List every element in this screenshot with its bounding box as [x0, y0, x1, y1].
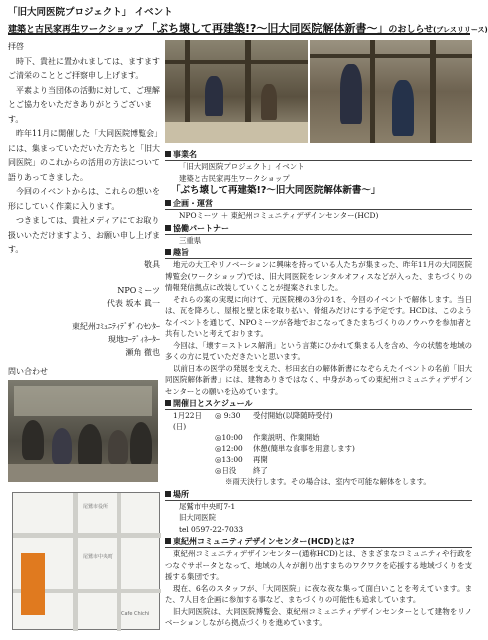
- location-map: [12, 492, 160, 630]
- signature-org: NPOミーツ: [117, 286, 160, 295]
- place-tel: tel 0597-22-7033: [179, 524, 244, 534]
- section-heading: 場所: [165, 489, 472, 501]
- hcd-body: 東紀州コミュニティデザインセンター(通称HCD)とは、さまざまなコミュニティや行政をつなぐサポータとなって、地域の人々が創り出すまちのワクワクを応援する地域づくりを支援する集団です。 現在、6名のスタッフが、「大同医院」に夜な夜な集って面白いことを考えています。また、7人目を企画に参加する事など、まちづくりの可能性も追求しています。 旧大同医院は、大同医院博覧会、東紀州コミュニティデザインセンターとして建物をリノベーションしながら拠点づくりを進めています。: [165, 549, 472, 627]
- header-divider: [8, 33, 470, 35]
- organizer-text: NPOミーツ ＋ 東紀州コミュニティデザインセンター(HCD): [179, 211, 379, 220]
- letter-opening: 拝啓: [8, 42, 24, 51]
- signature-name: 瀬角 徹也: [125, 348, 160, 357]
- workshop-photo: [8, 380, 158, 482]
- section-heading: 東紀州コミュニティデザインセンター(HCD)とは?: [165, 536, 472, 548]
- letter-paragraph: 平素より当団体の活動に対して、ご理解とご協力をいただきありがとうございます。: [8, 85, 160, 124]
- section-heading: 開催日とスケジュール: [165, 398, 472, 410]
- summary-body: 地元の大工やリノベーションに興味を持っている人たちが集まった、昨年11月の大同医院博覧会(ワークショップ)では、旧大同医院をレンタルオフィスなどが入った、まちづくりの情報発信拠点に改装していくことが提案されました。 それらの案の実現に向けて、元医院棟の3分の1を、今回のイベントで解体します。当日は、瓦を降ろし、屋根と壁と床を取り払い、骨組みだけにする予定です。HCDは、このようなイベントを通じて、NPOミーツが各地でおこなってきたまちづくりのノウハウを参加者と共有したいと考えております。 今回は、「壊す＝ストレス解消」という言葉にひかれて集まる人を含め、今の状態を地域の多くの方に見ていただきたいと思います。 以前日本の医学の発展を支えた、杉田玄白の解体新書になぞらえたイベントの名前「旧大同医院解体新書」には、建物ありきではなく、中身があっての東紀州コミュニティデザインセンターとの願いを込めています。: [165, 260, 472, 396]
- letter: [8, 40, 160, 391]
- place-address: 尾鷲市中央町7-1: [179, 501, 236, 511]
- demolition-photo-1: [165, 40, 308, 143]
- signature-role: 現地ｺｰﾃﾞｨﾈｰﾀｰ: [108, 335, 160, 344]
- event-name-title: 「ぶち壊して再建築!?〜旧大同医院解体新書〜」: [171, 185, 381, 196]
- place-name: 旧大同医院: [179, 513, 216, 522]
- letter-paragraph: つきましては、貴社メディアにてお取り扱いいただけますよう、お願い申し上げます。: [8, 216, 160, 254]
- details-column: [165, 148, 472, 629]
- contact-info: 問い合わせ: [8, 367, 48, 376]
- section-heading: 趣旨: [165, 247, 472, 259]
- map-label: Cafe Chichi: [121, 611, 150, 617]
- schedule-date: 1月22日(日): [173, 411, 202, 431]
- section-heading: 事業名: [165, 149, 472, 161]
- event-title: 「ぶち壊して再建築!?〜旧大同医院解体新書〜」: [145, 22, 389, 35]
- section-heading: 協働パートナー: [165, 223, 472, 235]
- partner-text: 三重県: [179, 235, 202, 245]
- section-heading: 企画・運営: [165, 198, 472, 210]
- map-label: 尾鷲市役所: [83, 504, 109, 510]
- schedule-note: ※雨天決行します。その場合は、室内で可能な解体をします。: [225, 477, 431, 486]
- header-line2: 建築と古民家再生ワークショップ 「ぶち壊して再建築!?〜旧大同医院解体新書〜」のおしらせ(プレスリリース): [8, 22, 488, 35]
- schedule-table: 1月22日(日) ◎ 9:30 受付開始(以降随時受付) ◎10:00 作業説明、作業開始 ◎12:00 休憩(簡単な食事を用意します) ◎13:00 再開 ◎日没 終了: [165, 410, 472, 476]
- letter-paragraph: 昨年11月に開催した「大同医院博覧会」には、集まっていただいた方たちと「旧大同医院」のこれからの活用の方法について語りあってきました。: [8, 129, 160, 182]
- signature-name: 代表 坂本 眞一: [106, 299, 160, 308]
- signature-org: 東紀州ｺﾐｭﾆﾃｨﾃﾞｻﾞｲﾝｾﾝﾀｰ: [72, 322, 160, 331]
- letter-paragraph: 時下、貴社に置かれましては、ますますご清栄のこととご拝察申し上げます。: [8, 56, 160, 80]
- event-subtitle: 建築と古民家再生ワークショップ: [179, 173, 290, 183]
- event-project: 「旧大同医院プロジェクト」イベント: [179, 162, 305, 171]
- header-line1: 「旧大同医院プロジェクト」 イベント: [8, 7, 173, 18]
- letter-closing: 敬具: [144, 259, 160, 269]
- letter-paragraph: 今回のイベントからは、これらの想いを形にしていく作業に入ります。: [8, 187, 160, 211]
- map-marker: [21, 553, 45, 615]
- demolition-photo-2: [310, 40, 472, 143]
- header: [8, 4, 488, 36]
- map-label: 尾鷲市中央町: [83, 554, 114, 560]
